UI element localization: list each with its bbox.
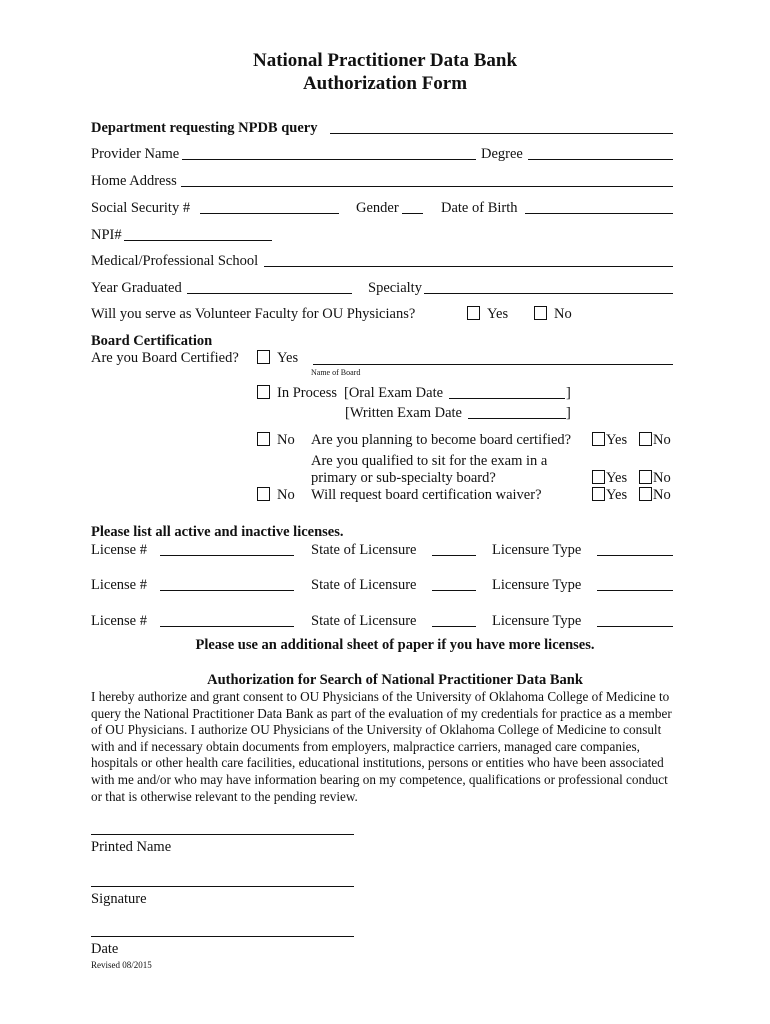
- license-state-input-line[interactable]: [432, 626, 476, 627]
- school-label: Medical/Professional School: [91, 253, 259, 269]
- license-number-label: License #: [91, 542, 147, 558]
- board-no-label: No: [277, 432, 295, 448]
- volunteer-no-label: No: [554, 306, 572, 322]
- ssn-input-line[interactable]: [200, 213, 339, 214]
- dob-input-line[interactable]: [525, 213, 673, 214]
- npi-label: NPI#: [91, 227, 122, 243]
- volunteer-yes-checkbox[interactable]: [467, 306, 480, 320]
- license-type-label: Licensure Type: [492, 613, 582, 629]
- license-number-label: License #: [91, 577, 147, 593]
- license-state-label: State of Licensure: [311, 577, 417, 593]
- form-title-line2: Authorization Form: [302, 73, 468, 94]
- qualified-yes-checkbox[interactable]: [592, 470, 605, 484]
- degree-label: Degree: [481, 146, 523, 162]
- name-of-board-input-line[interactable]: [313, 364, 673, 365]
- planning-question: Are you planning to become board certified?: [311, 432, 572, 448]
- printed-name-label: Printed Name: [91, 839, 172, 855]
- planning-no-label: No: [653, 432, 671, 448]
- license-number-input-line[interactable]: [160, 590, 294, 591]
- waiver-question: Will request board certification waiver?: [311, 487, 542, 503]
- license-number-label: License #: [91, 613, 147, 629]
- specialty-label: Specialty: [368, 280, 422, 296]
- waiver-no-option-label: No: [653, 487, 671, 503]
- oral-exam-label: [Oral Exam Date: [344, 385, 444, 401]
- signature-input-line[interactable]: [91, 886, 354, 887]
- license-state-label: State of Licensure: [311, 613, 417, 629]
- oral-exam-bracket: ]: [566, 385, 571, 401]
- authorization-line: with and if necessary obtain documents from employers, malpractice carriers, managed care companies,: [91, 738, 640, 754]
- provider-name-label: Provider Name: [91, 146, 180, 162]
- waiver-yes-label: Yes: [606, 487, 628, 503]
- date-label: Date: [91, 941, 119, 957]
- volunteer-no-checkbox[interactable]: [534, 306, 547, 320]
- license-state-input-line[interactable]: [432, 555, 476, 556]
- written-exam-date-line[interactable]: [468, 418, 566, 419]
- planning-yes-label: Yes: [606, 432, 628, 448]
- revised-note: Revised 08/2015: [91, 960, 152, 970]
- license-state-label: State of Licensure: [311, 542, 417, 558]
- board-certification-heading: Board Certification: [91, 333, 213, 349]
- authorization-line: I hereby authorize and grant consent to OU Physicians of the University of Oklahoma College of Medicine to: [91, 689, 670, 704]
- form-title-line1: National Practitioner Data Bank: [252, 50, 518, 71]
- board-yes-label: Yes: [277, 350, 299, 366]
- in-process-checkbox[interactable]: [257, 385, 270, 399]
- authorization-paragraph: [91, 689, 691, 805]
- waiver-no-option-checkbox[interactable]: [639, 487, 652, 501]
- board-no-checkbox[interactable]: [257, 432, 270, 446]
- provider-name-input-line[interactable]: [182, 159, 476, 160]
- npi-input-line[interactable]: [124, 240, 272, 241]
- department-label: Department requesting NPDB query: [91, 120, 318, 136]
- planning-yes-checkbox[interactable]: [592, 432, 605, 446]
- ssn-label: Social Security #: [91, 200, 191, 216]
- planning-no-checkbox[interactable]: [639, 432, 652, 446]
- license-type-label: Licensure Type: [492, 577, 582, 593]
- license-state-input-line[interactable]: [432, 590, 476, 591]
- date-input-line[interactable]: [91, 936, 354, 937]
- licenses-heading: Please list all active and inactive licenses.: [91, 524, 344, 540]
- qualified-no-label: No: [653, 470, 671, 486]
- license-type-input-line[interactable]: [597, 590, 673, 591]
- in-process-label: In Process: [277, 385, 338, 401]
- authorization-line: hospitals or other health care facilities, educational institutions, persons or entities who have been associated: [91, 755, 664, 771]
- specialty-input-line[interactable]: [424, 293, 673, 294]
- authorization-line: or that is otherwise relevant to the pending review.: [91, 788, 358, 804]
- volunteer-yes-label: Yes: [487, 306, 509, 322]
- name-of-board-caption: Name of Board: [311, 368, 361, 377]
- license-type-input-line[interactable]: [597, 555, 673, 556]
- qualified-no-checkbox[interactable]: [639, 470, 652, 484]
- qualified-question-line1: Are you qualified to sit for the exam in a: [311, 453, 548, 469]
- printed-name-input-line[interactable]: [91, 834, 354, 835]
- authorization-line: query the National Practitioner Data Bank as part of the evaluation of my credentials for practice as a member: [91, 705, 672, 721]
- signature-label: Signature: [91, 891, 147, 907]
- waiver-no-label: No: [277, 487, 295, 503]
- authorization-heading: Authorization for Search of National Practitioner Data Bank: [207, 672, 583, 688]
- additional-sheet-note: Please use an additional sheet of paper if you have more licenses.: [195, 637, 595, 653]
- dob-label: Date of Birth: [441, 200, 518, 216]
- qualified-yes-label: Yes: [606, 470, 628, 486]
- year-graduated-input-line[interactable]: [187, 293, 352, 294]
- board-yes-checkbox[interactable]: [257, 350, 270, 364]
- board-certified-question: Are you Board Certified?: [91, 350, 239, 366]
- oral-exam-date-line[interactable]: [449, 398, 565, 399]
- volunteer-question: Will you serve as Volunteer Faculty for OU Physicians?: [91, 306, 416, 322]
- license-type-label: Licensure Type: [492, 542, 582, 558]
- home-address-input-line[interactable]: [181, 186, 673, 187]
- authorization-line: of OU Physicians. I authorize OU Physicians of the University of Oklahoma College of Medicine to consult: [91, 722, 662, 738]
- license-type-input-line[interactable]: [597, 626, 673, 627]
- written-exam-bracket: ]: [566, 405, 571, 421]
- degree-input-line[interactable]: [528, 159, 673, 160]
- authorization-line: with me and/or who may have information bearing on my competence, qualifications or professional conduct: [91, 771, 668, 787]
- waiver-yes-checkbox[interactable]: [592, 487, 605, 501]
- written-exam-label: [Written Exam Date: [345, 405, 462, 421]
- home-address-label: Home Address: [91, 173, 177, 189]
- school-input-line[interactable]: [264, 266, 673, 267]
- year-graduated-label: Year Graduated: [91, 280, 182, 296]
- license-number-input-line[interactable]: [160, 555, 294, 556]
- department-input-line[interactable]: [330, 133, 673, 134]
- license-number-input-line[interactable]: [160, 626, 294, 627]
- waiver-no-checkbox[interactable]: [257, 487, 270, 501]
- gender-label: Gender: [356, 200, 399, 216]
- qualified-question-line2: primary or sub-specialty board?: [311, 470, 496, 486]
- gender-input-line[interactable]: [402, 213, 423, 214]
